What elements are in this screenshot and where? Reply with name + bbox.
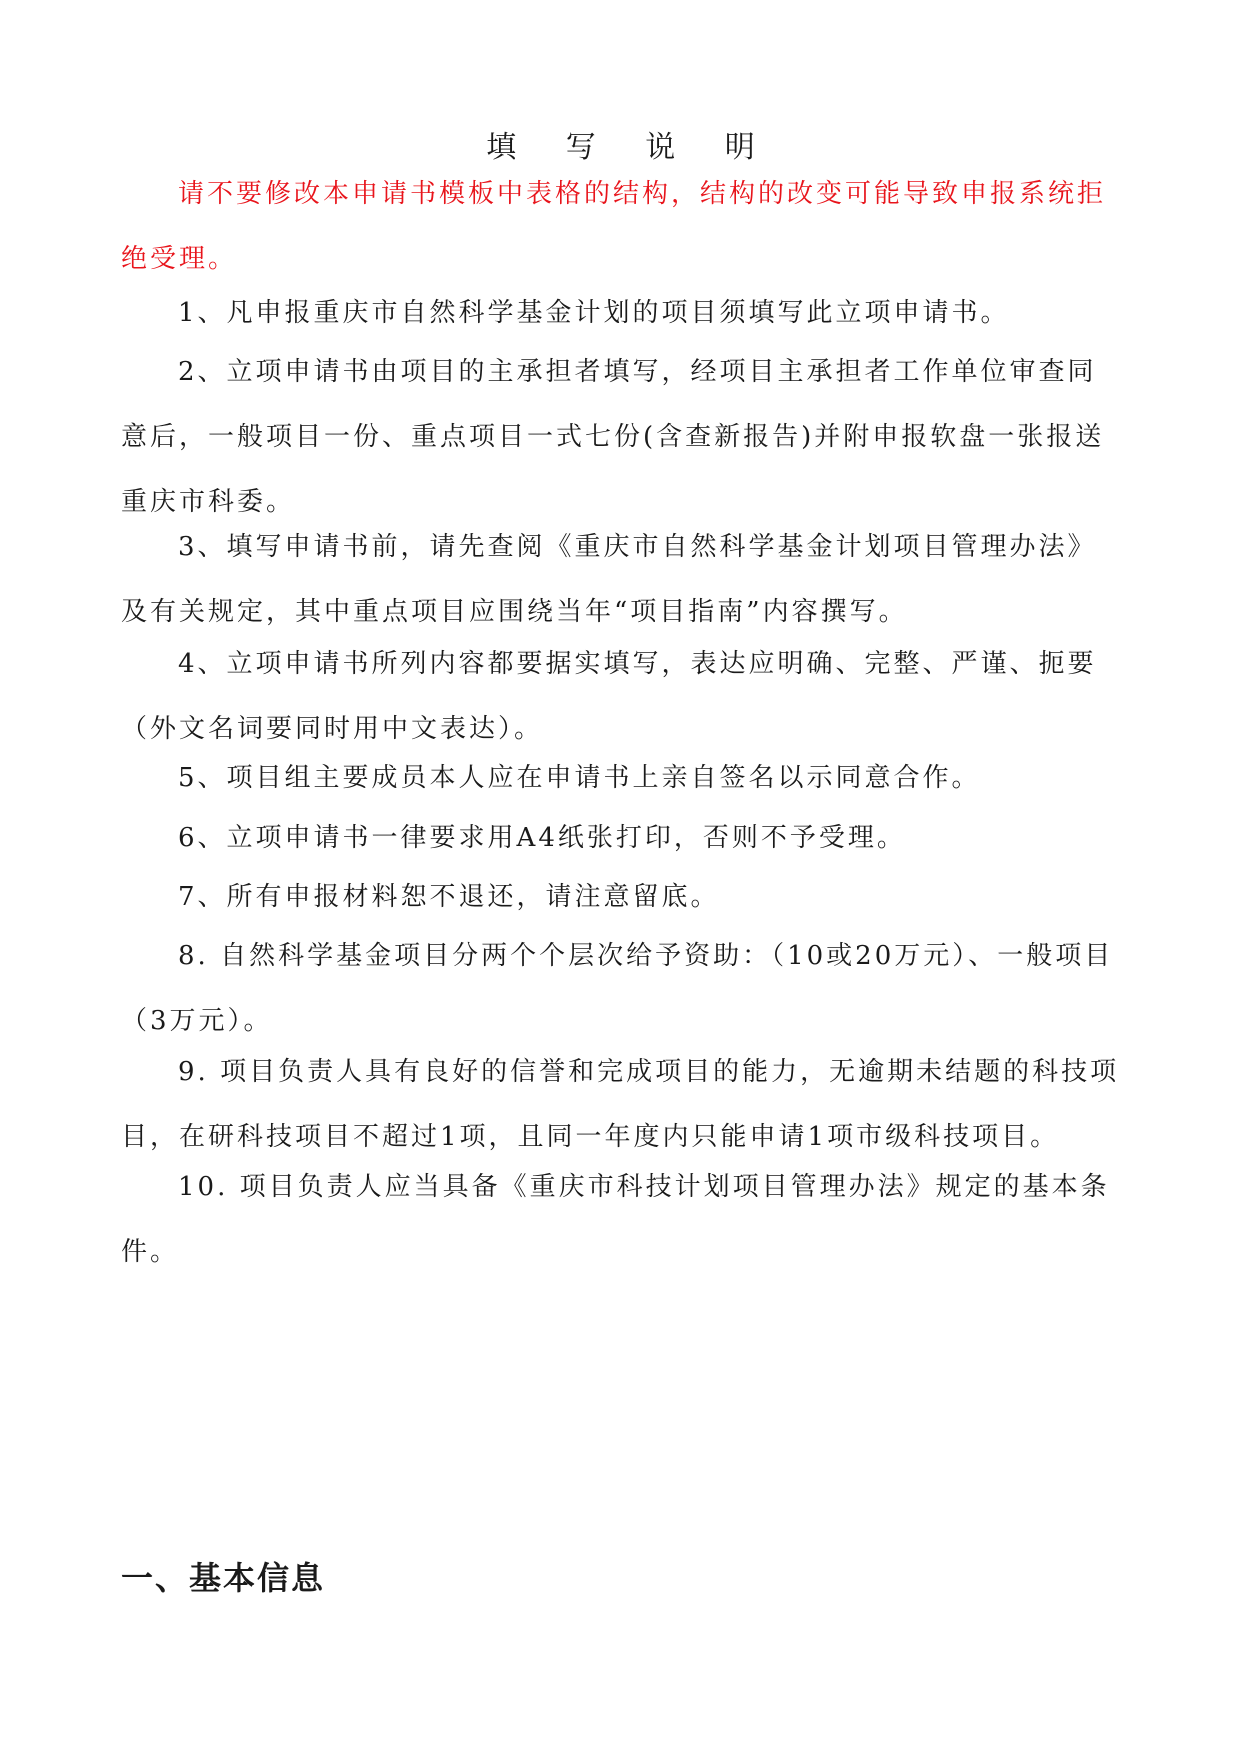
instruction-item-9: 9. 项目负责人具有良好的信誉和完成项目的能力，无逾期未结题的科技项目，在研科技项目不超过1项，且同一年度内只能申请1项市级科技项目。: [121, 1057, 1120, 1152]
instruction-item-3: 3、填写申请书前，请先查阅《重庆市自然科学基金计划项目管理办法》及有关规定，其中重点项目应围绕当年“项目指南”内容撰写。: [121, 532, 1097, 627]
section-heading-basic-info: 一、基本信息: [121, 1559, 326, 1597]
instruction-item-8: 8. 自然科学基金项目分两个个层次给予资助：（10或20万元）、一般项目（3万元）。: [121, 941, 1114, 1036]
instruction-item-10: 10. 项目负责人应当具备《重庆市科技计划项目管理办法》规定的基本条件。: [121, 1172, 1110, 1267]
page-title: 填 写 说 明: [486, 130, 775, 165]
instruction-item-4: 4、立项申请书所列内容都要据实填写，表达应明确、完整、严谨、扼要（外文名词要同时用中文表达）。: [121, 649, 1097, 744]
instruction-item-6: 6、立项申请书一律要求用A4纸张打印，否则不予受理。: [178, 823, 906, 853]
instruction-item-1: 1、凡申报重庆市自然科学基金计划的项目须填写此立项申请书。: [178, 298, 1010, 328]
instruction-item-2: 2、立项申请书由项目的主承担者填写，经项目主承担者工作单位审查同意后，一般项目一份、重点项目一式七份(含查新报告)并附申报软盘一张报送重庆市科委。: [121, 357, 1105, 517]
notice-text: 请不要修改本申请书模板中表格的结构，结构的改变可能导致申报系统拒绝受理。: [121, 179, 1107, 274]
instruction-item-5: 5、项目组主要成员本人应在申请书上亲自签名以示同意合作。: [178, 763, 981, 793]
instruction-item-7: 7、所有申报材料恕不退还，请注意留底。: [178, 882, 720, 912]
